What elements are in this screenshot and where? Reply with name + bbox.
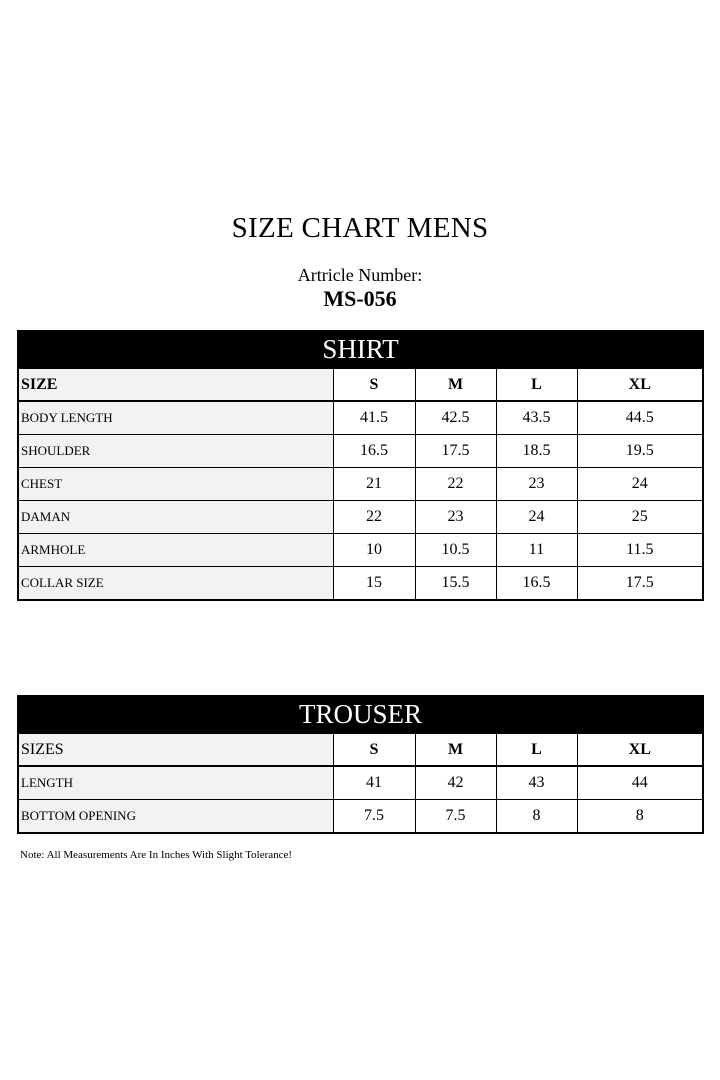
- shirt-header-size: SIZE: [18, 368, 333, 401]
- cell-value: 25: [577, 501, 703, 534]
- cell-value: 21: [333, 468, 415, 501]
- article-number-label: Artricle Number:: [297, 265, 423, 285]
- shirt-header-s: S: [333, 368, 415, 401]
- trouser-header-xl: XL: [577, 733, 703, 766]
- table-row: [18, 501, 703, 534]
- table-row: [18, 401, 703, 435]
- table-row: [18, 800, 703, 834]
- cell-value: 23: [415, 501, 496, 534]
- row-label: COLLAR SIZE: [18, 567, 333, 601]
- cell-value: 7.5: [333, 800, 415, 834]
- cell-value: 17.5: [577, 567, 703, 601]
- row-label: CHEST: [18, 468, 333, 501]
- row-label: LENGTH: [18, 766, 333, 800]
- table-row: [18, 435, 703, 468]
- cell-value: 8: [496, 800, 577, 834]
- row-label: DAMAN: [18, 501, 333, 534]
- cell-value: 16.5: [496, 567, 577, 601]
- cell-value: 42: [415, 766, 496, 800]
- row-label: SHOULDER: [18, 435, 333, 468]
- shirt-header-row: [18, 368, 703, 401]
- cell-value: 18.5: [496, 435, 577, 468]
- shirt-header-l: L: [496, 368, 577, 401]
- shirt-size-table: [17, 330, 704, 601]
- trouser-header-sizes: SIZES: [18, 733, 333, 766]
- cell-value: 42.5: [415, 401, 496, 435]
- row-label: ARMHOLE: [18, 534, 333, 567]
- cell-value: 11.5: [577, 534, 703, 567]
- cell-value: 41: [333, 766, 415, 800]
- cell-value: 10: [333, 534, 415, 567]
- cell-value: 41.5: [333, 401, 415, 435]
- cell-value: 11: [496, 534, 577, 567]
- trouser-banner: TROUSER: [18, 696, 703, 733]
- trouser-size-table: [17, 695, 704, 834]
- row-label: BODY LENGTH: [18, 401, 333, 435]
- page-title: SIZE CHART MENS: [231, 212, 489, 244]
- cell-value: 22: [333, 501, 415, 534]
- cell-value: 44.5: [577, 401, 703, 435]
- trouser-header-m: M: [415, 733, 496, 766]
- measurement-note: Note: All Measurements Are In Inches With Slight Tolerance!: [20, 849, 293, 861]
- trouser-header-row: [18, 733, 703, 766]
- row-label: BOTTOM OPENING: [18, 800, 333, 834]
- cell-value: 43.5: [496, 401, 577, 435]
- cell-value: 43: [496, 766, 577, 800]
- article-number-value: MS-056: [323, 286, 397, 311]
- shirt-header-m: M: [415, 368, 496, 401]
- cell-value: 15: [333, 567, 415, 601]
- table-row: [18, 468, 703, 501]
- shirt-banner: SHIRT: [18, 331, 703, 368]
- trouser-header-s: S: [333, 733, 415, 766]
- table-row: [18, 567, 703, 601]
- cell-value: 8: [577, 800, 703, 834]
- cell-value: 23: [496, 468, 577, 501]
- cell-value: 16.5: [333, 435, 415, 468]
- cell-value: 10.5: [415, 534, 496, 567]
- cell-value: 24: [577, 468, 703, 501]
- table-row: [18, 766, 703, 800]
- cell-value: 15.5: [415, 567, 496, 601]
- trouser-header-l: L: [496, 733, 577, 766]
- table-row: [18, 534, 703, 567]
- cell-value: 19.5: [577, 435, 703, 468]
- cell-value: 44: [577, 766, 703, 800]
- shirt-header-xl: XL: [577, 368, 703, 401]
- cell-value: 7.5: [415, 800, 496, 834]
- cell-value: 22: [415, 468, 496, 501]
- cell-value: 17.5: [415, 435, 496, 468]
- cell-value: 24: [496, 501, 577, 534]
